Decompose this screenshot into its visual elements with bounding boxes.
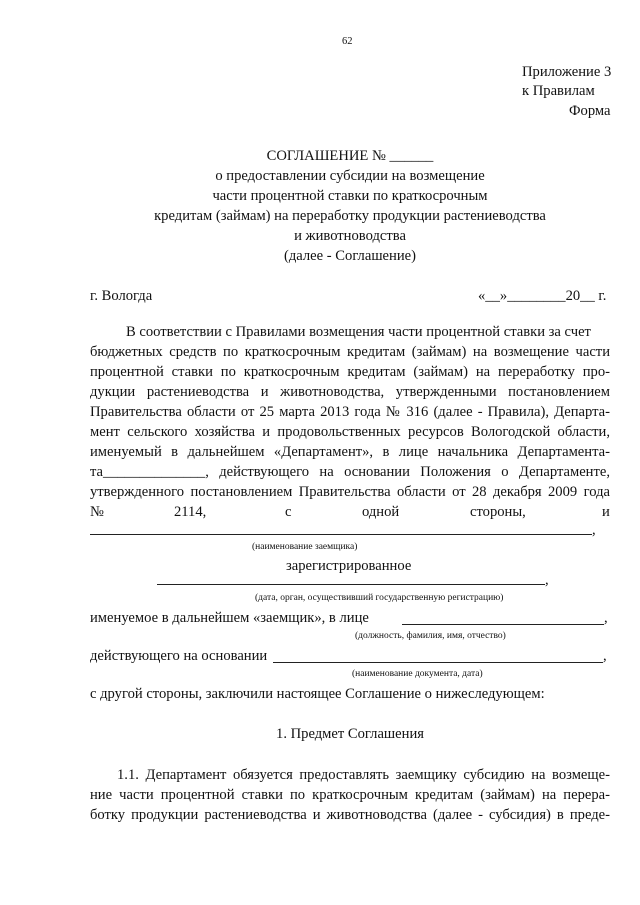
- date-field: «__»________20__ г.: [478, 288, 607, 304]
- preamble-line-2: бюджетных средств по краткосрочным кредитам (займам) на возмещение части: [90, 344, 610, 360]
- section-1-p1-line-2: ние части процентной ставки по краткосрочным кредитам (займам) на перера-: [90, 787, 610, 803]
- title-line-1: СОГЛАШЕНИЕ № ______: [266, 148, 434, 164]
- preamble-word-and: и: [602, 504, 610, 520]
- title-line-5: и животноводства: [294, 228, 406, 244]
- preamble-word-s: с: [285, 504, 292, 520]
- preamble-number: 2114,: [174, 504, 207, 520]
- person-caption: (должность, фамилия, имя, отчество): [355, 631, 506, 641]
- preamble-word-one: одной: [362, 504, 400, 520]
- preamble-line-5: Правительства области от 25 марта 2013 года № 316 (далее - Правила), Департа-: [90, 404, 610, 420]
- borrower-caption: (наименование заемщика): [252, 542, 358, 552]
- appendix-line-3: Форма: [569, 103, 611, 119]
- appendix-line-1: Приложение 3: [522, 64, 612, 80]
- title-line-4: кредитам (займам) на переработку продукции растениеводства: [154, 208, 546, 224]
- named-prefix: именуемое в дальнейшем «заемщик», в лице: [90, 610, 369, 626]
- preamble-line-1: В соответствии с Правилами возмещения части процентной ставки за счет: [126, 324, 591, 340]
- section-1-heading: 1. Предмет Соглашения: [276, 726, 424, 742]
- preamble-line-9: утвержденного постановлением Правительства области от 28 декабря 2009 года: [90, 484, 610, 500]
- page-number: 62: [342, 36, 353, 47]
- document-caption: (наименование документа, дата): [352, 669, 483, 679]
- document-line[interactable]: [273, 662, 603, 663]
- registration-comma: ,: [545, 572, 549, 588]
- preamble-line-6: мент сельского хозяйства и продовольственных ресурсов Вологодской области,: [90, 424, 610, 440]
- registration-line[interactable]: [157, 584, 545, 585]
- title-line-6: (далее - Соглашение): [284, 248, 416, 264]
- section-1-p1-line-1: 1.1. Департамент обязуется предоставлять заемщику субсидию на возмеще-: [117, 767, 610, 783]
- registered-label: зарегистрированное: [286, 558, 412, 574]
- city: г. Вологда: [90, 288, 153, 304]
- person-comma: ,: [604, 610, 608, 626]
- borrower-comma: ,: [592, 522, 596, 538]
- title-line-3: части процентной ставки по краткосрочным: [212, 188, 488, 204]
- closing-line: с другой стороны, заключили настоящее Соглашение о нижеследующем:: [90, 686, 545, 702]
- document-comma: ,: [603, 648, 607, 664]
- preamble-number-sign: №: [90, 504, 104, 520]
- registration-caption: (дата, орган, осуществивший государственную регистрацию): [255, 593, 504, 603]
- preamble-word-side: стороны,: [470, 504, 526, 520]
- preamble-line-4: дукции растениеводства и животноводства, утвержденными постановлением: [90, 384, 610, 400]
- title-line-2: о предоставлении субсидии на возмещение: [215, 168, 485, 184]
- preamble-line-3: процентной ставки по краткосрочным кредитам (займам) на переработку про-: [90, 364, 610, 380]
- preamble-line-7: именуемый в дальнейшем «Департамент», в лице начальника Департамента-: [90, 444, 610, 460]
- section-1-p1-line-3: ботку продукции растениеводства и животноводства (далее - субсидия) в преде-: [90, 807, 610, 823]
- acting-prefix: действующего на основании: [90, 648, 268, 664]
- appendix-line-2: к Правилам: [522, 83, 595, 99]
- preamble-line-8: та______________, действующего на основании Положения о Департаменте,: [90, 464, 610, 480]
- person-line[interactable]: [402, 624, 604, 625]
- borrower-name-line[interactable]: [90, 534, 592, 535]
